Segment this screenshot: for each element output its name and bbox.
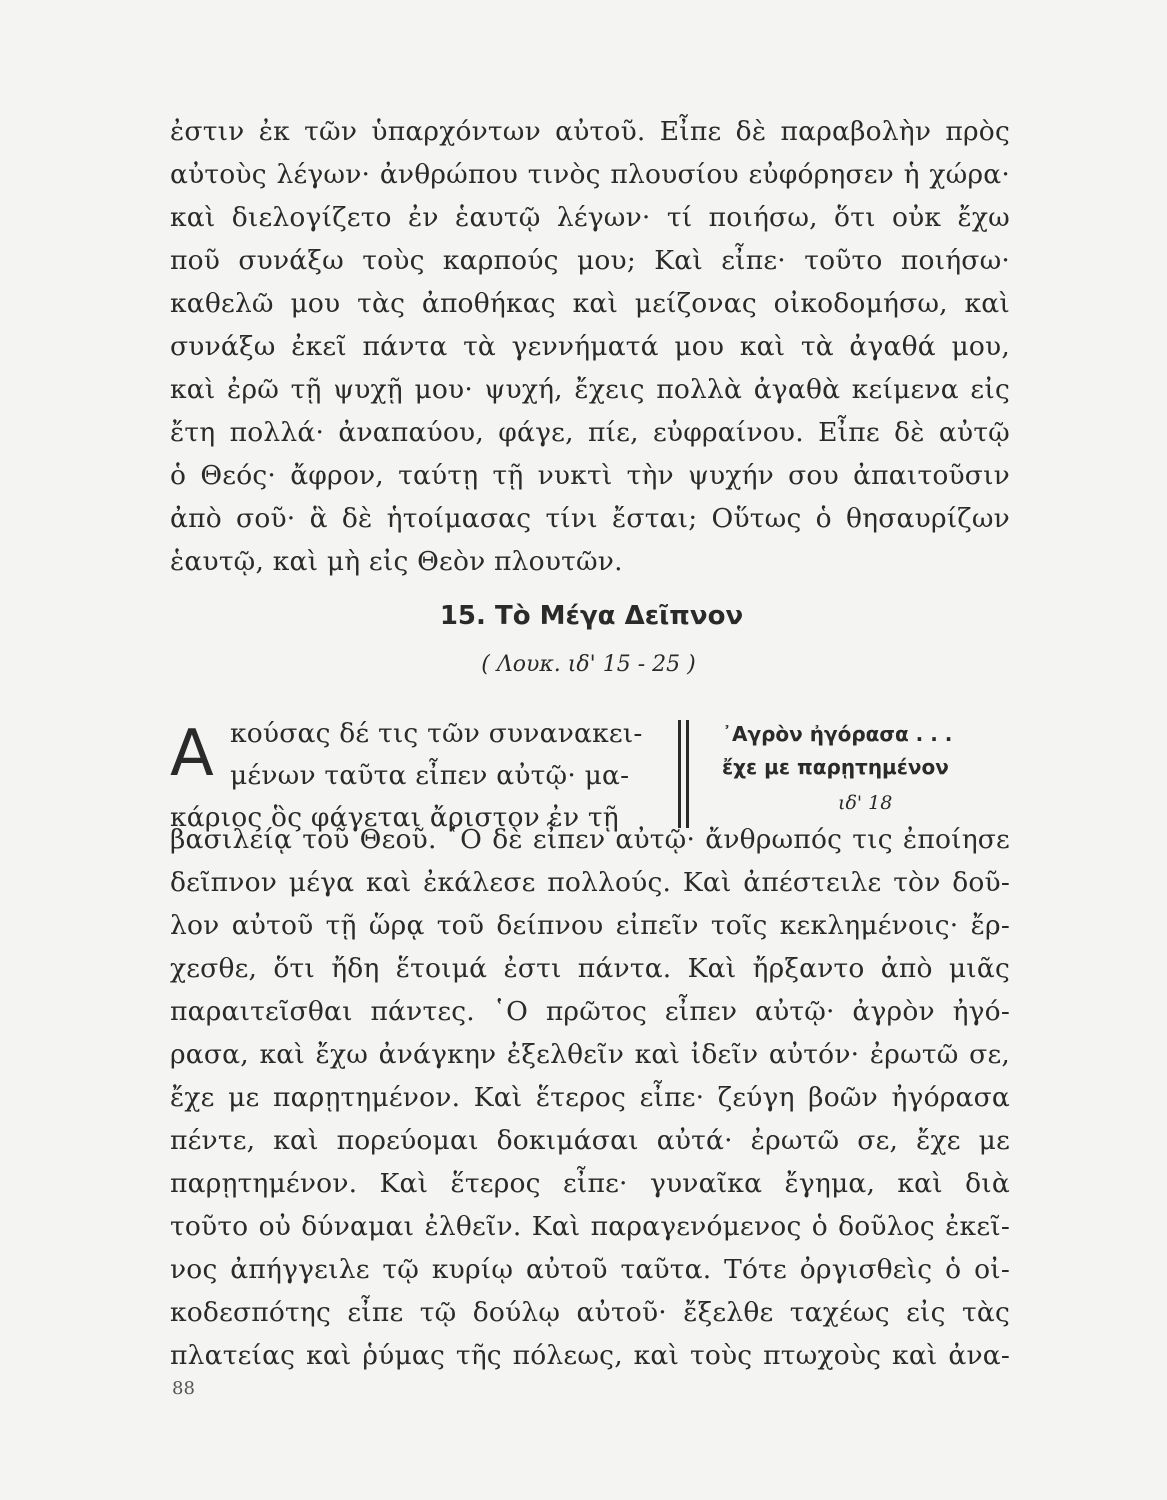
page-number: 88 (172, 1378, 195, 1399)
sidebar-rule (678, 720, 681, 828)
text-line: πλατείας καὶ ῥύμας τῆς πόλεως, καὶ τοὺς πτωχοὺς καὶ ἀνα- (170, 1340, 1010, 1371)
opening-line: μένων ταῦτα εἶπεν αὐτῷ· μα- (230, 760, 630, 791)
text-line: αὐτοὺς λέγων· ἀνθρώπου τινὸς πλουσίου εὐφόρησεν ἡ χώρα· (170, 159, 1010, 190)
text-line: ἔχε με παρῃτημένον. Καὶ ἕτερος εἶπε· ζεύγη βοῶν ἠγόρασα (170, 1082, 1010, 1113)
opening-line: κούσας δέ τις τῶν συνανακει- (230, 718, 643, 749)
text-line: ρασα, καὶ ἔχω ἀνάγκην ἐξελθεῖν καὶ ἰδεῖν αὐτόν· ἐρωτῶ σε, (170, 1039, 1010, 1070)
sidenote-line: ᾿Αγρὸν ἠγόρασα . . . (722, 722, 953, 746)
text-line: καθελῶ μου τὰς ἀποθήκας καὶ μείζονας οἰκοδομήσω, καὶ (170, 288, 1010, 319)
text-line: τοῦτο οὐ δύναμαι ἐλθεῖν. Καὶ παραγενόμενος ὁ δοῦλος ἐκεῖ- (170, 1211, 1010, 1242)
text-line: κοδεσπότης εἶπε τῷ δούλῳ αὐτοῦ· ἔξελθε ταχέως εἰς τὰς (170, 1297, 1010, 1328)
text-line: συνάξω ἐκεῖ πάντα τὰ γεννήματά μου καὶ τὰ ἀγαθά μου, (170, 331, 1010, 362)
text-line: πέντε, καὶ πορεύομαι δοκιμάσαι αὐτά· ἐρωτῶ σε, ἔχε με (170, 1125, 1010, 1156)
drop-cap: Α (170, 717, 214, 791)
sidebar-rule (686, 720, 689, 828)
text-line: ἔτη πολλά· ἀναπαύου, φάγε, πίε, εὐφραίνου. Εἶπε δὲ αὐτῷ (170, 417, 1010, 448)
sidenote-reference: ιδ' 18 (838, 792, 893, 814)
text-line: νος ἀπήγγειλε τῷ κυρίῳ αὐτοῦ ταῦτα. Τότε ὀργισθεὶς ὁ οἰ- (170, 1254, 1010, 1285)
text-line: παρῃτημένον. Καὶ ἕτερος εἶπε· γυναῖκα ἔγημα, καὶ διὰ (170, 1168, 1010, 1199)
text-line: καὶ ἐρῶ τῇ ψυχῇ μου· ψυχή, ἔχεις πολλὰ ἀγαθὰ κείμενα εἰς (170, 374, 1010, 405)
text-line: δεῖπνον μέγα καὶ ἐκάλεσε πολλούς. Καὶ ἀπέστειλε τὸν δοῦ- (170, 867, 1010, 898)
text-line: ἐστιν ἐκ τῶν ὑπαρχόντων αὐτοῦ. Εἶπε δὲ παραβολὴν πρὸς (170, 116, 1010, 147)
section-reference: ( Λουκ. ιδ' 15 - 25 ) (481, 652, 696, 677)
text-line: ἀπὸ σοῦ· ἃ δὲ ἡτοίμασας τίνι ἔσται; Οὕτως ὁ θησαυρίζων (170, 503, 1010, 534)
section-title: 15. Τὸ Μέγα Δεῖπνον (439, 601, 744, 631)
text-line: ὁ Θεός· ἄφρον, ταύτῃ τῇ νυκτὶ τὴν ψυχήν σου ἀπαιτοῦσιν (170, 460, 1010, 491)
opening-line: κάριος ὃς φάγεται ἄριστον ἐν τῇ (170, 802, 619, 833)
text-line: χεσθε, ὅτι ἤδη ἕτοιμά ἐστι πάντα. Καὶ ἤρξαντο ἀπὸ μιᾶς (170, 953, 1010, 984)
text-line-last: ἑαυτῷ, καὶ μὴ εἰς Θεὸν πλουτῶν. (170, 546, 623, 577)
sidenote-line: ἔχε με παρῃτημένον (722, 755, 949, 779)
text-line: καὶ διελογίζετο ἐν ἑαυτῷ λέγων· τί ποιήσω, ὅτι οὐκ ἔχω (170, 202, 1010, 233)
text-line: λον αὐτοῦ τῇ ὥρᾳ τοῦ δείπνου εἰπεῖν τοῖς κεκλημένοις· ἔρ- (170, 910, 1010, 941)
text-line: παραιτεῖσθαι πάντες. ῾Ο πρῶτος εἶπεν αὐτῷ· ἀγρὸν ἠγό- (170, 996, 1010, 1027)
text-line: βασιλείᾳ τοῦ Θεοῦ. ῾Ο δὲ εἶπεν αὐτῷ· ἄνθρωπός τις ἐποίησε (170, 824, 1010, 855)
text-line: ποῦ συνάξω τοὺς καρπούς μου; Καὶ εἶπε· τοῦτο ποιήσω· (170, 245, 1010, 276)
